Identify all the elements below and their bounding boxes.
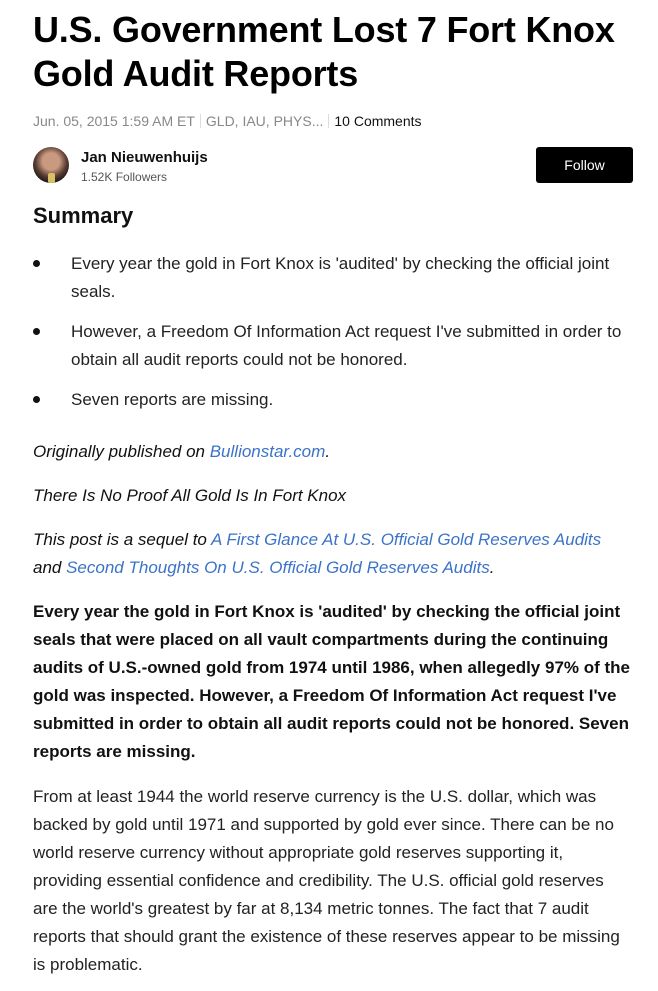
- follow-button[interactable]: Follow: [536, 147, 633, 183]
- meta-divider: [200, 114, 201, 128]
- subheading: There Is No Proof All Gold Is In Fort Knox: [33, 486, 347, 505]
- bullet-icon: [33, 328, 40, 335]
- sequel-note: [33, 526, 633, 582]
- followers-count: 1.52K Followers: [81, 170, 168, 184]
- sequel-prefix: This post is a sequel to: [33, 530, 211, 549]
- published-note: [33, 438, 633, 466]
- sequel-and: and: [33, 558, 67, 577]
- summary-bullet: [33, 386, 633, 414]
- summary-bullet-text: Every year the gold in Fort Knox is 'audited' by checking the official joint seals.: [71, 254, 610, 301]
- author-name[interactable]: Jan Nieuwenhuijs: [81, 149, 208, 166]
- bullet-icon: [33, 396, 40, 403]
- article-meta: [33, 113, 422, 129]
- author-block: [33, 147, 633, 183]
- summary-bullet: [33, 318, 633, 374]
- summary-bullet-text: Seven reports are missing.: [71, 390, 274, 409]
- first-glance-link[interactable]: A First Glance At U.S. Official Gold Reserves Audits: [210, 530, 602, 549]
- meta-divider: [328, 114, 329, 128]
- article-title: U.S. Government Lost 7 Fort Knox Gold Audit Reports: [33, 9, 615, 94]
- sequel-suffix: .: [489, 558, 495, 577]
- publish-date: Jun. 05, 2015 1:59 AM ET: [33, 113, 195, 129]
- ticker-links[interactable]: GLD, IAU, PHYS...: [205, 113, 324, 129]
- summary-heading: Summary: [33, 203, 134, 228]
- lead-paragraph: Every year the gold in Fort Knox is 'audited' by checking the official joint seals that were placed on all vault compartments during the continuing audits of U.S.-owned gold from 1974 until 1986, when allegedly 97% of the gold was inspected. However, a Freedom Of Information Act request I've submitted in order to obtain all audit reports could not be honored. Seven reports are missing.: [33, 602, 631, 761]
- bullionstar-link[interactable]: Bullionstar.com: [209, 442, 326, 461]
- summary-list: [33, 250, 633, 426]
- author-avatar[interactable]: [33, 147, 69, 183]
- published-prefix: Originally published on: [33, 442, 210, 461]
- second-thoughts-link[interactable]: Second Thoughts On U.S. Official Gold Reserves Audits: [66, 558, 490, 577]
- body-paragraph: From at least 1944 the world reserve currency is the U.S. dollar, which was backed by gold until 1971 and supported by gold ever since. There can be no world reserve currency without appropriate gold reserves supporting it, providing essential confidence and credibility. The U.S. official gold reserves are the world's greatest by far at 8,134 metric tonnes. The fact that 7 audit reports that should grant the existence of these reserves appear to be missing is problematic.: [33, 787, 620, 974]
- published-suffix: .: [325, 442, 331, 461]
- comments-link[interactable]: 10 Comments: [334, 113, 422, 129]
- bullet-icon: [33, 260, 40, 267]
- summary-bullet: [33, 250, 633, 306]
- microphone-icon: [48, 173, 55, 183]
- summary-bullet-text: However, a Freedom Of Information Act request I've submitted in order to obtain all audit reports could not be honored.: [71, 322, 622, 369]
